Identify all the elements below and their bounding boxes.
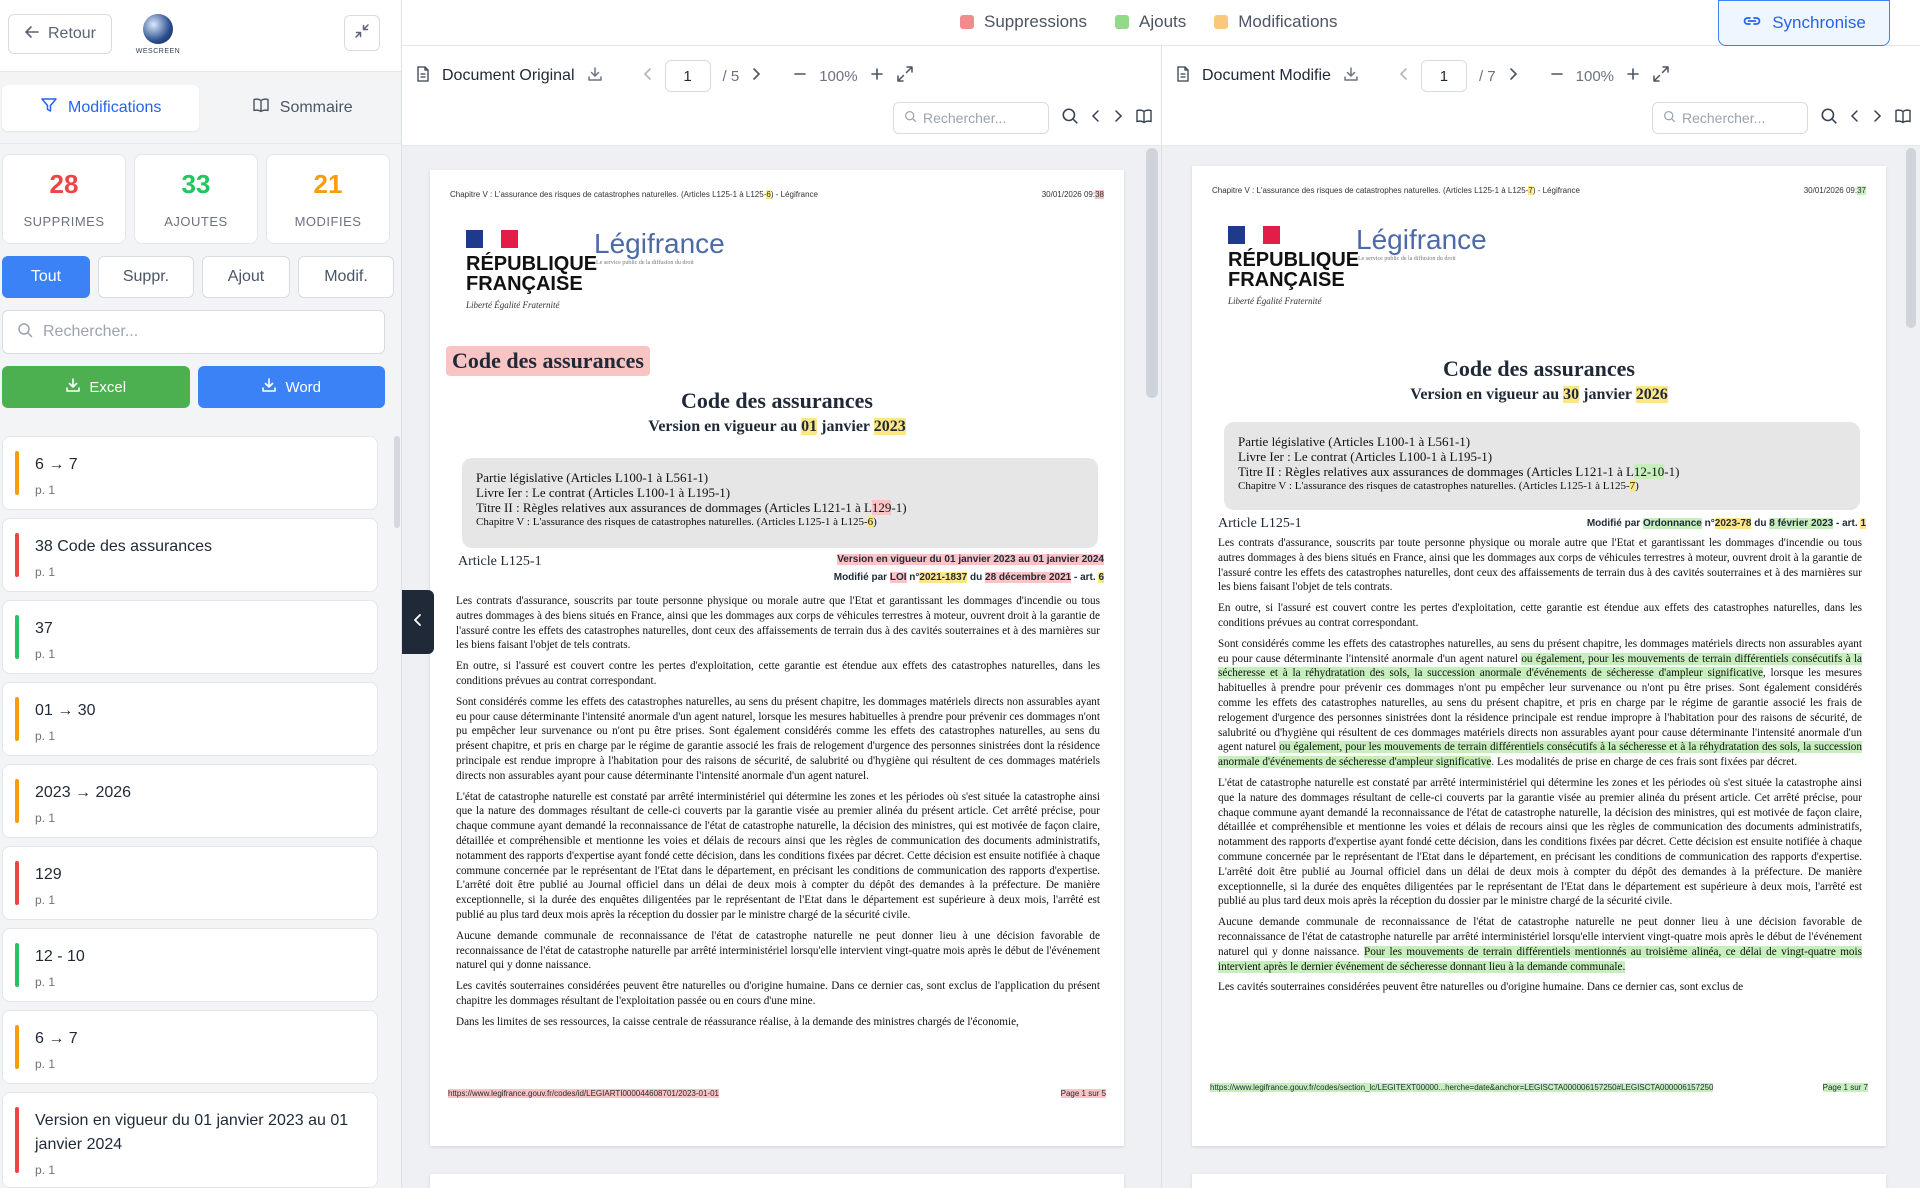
deleted-title: Code des assurances	[446, 346, 650, 376]
modif-number: 2021-1837	[919, 572, 968, 583]
modified-document-pane	[1162, 46, 1920, 1188]
list-item[interactable]	[2, 846, 378, 920]
toc-text: -1)	[891, 500, 907, 515]
document-subtitle	[430, 418, 1124, 436]
page-header	[1212, 186, 1866, 195]
added-text: ou également, pour les mouvements de terrain différentiels consécutifs à la sécheresse et à la réhydratation des sols, la succession anormale d'événements de sécheresse d'ampleur significative	[1218, 652, 1862, 680]
modif-text: Modifié par	[833, 572, 890, 583]
modified-by	[1587, 518, 1866, 529]
flag-icon	[1228, 226, 1280, 244]
added-text: Pour les mouvements de terrain différentiels mentionnés au troisième alinéa, ce délai de vingt-quatre mois intervient après le dernier événement de sécheresse donnant lieu à la demande communale.	[1218, 945, 1862, 973]
original-page	[430, 170, 1124, 1146]
rf-motto: Liberté Égalité Fraternité	[1228, 296, 1322, 306]
modified-toolbar-row	[1176, 60, 1670, 92]
stat-added-count: 33	[181, 169, 211, 199]
paragraph: Les contrats d'assurance, souscrits par toute personne physique ou morale autre que l'Etat et garantissant les dommages d'incendie ou tous autres dommages à des biens situés en France, ainsi que les dommages aux corps de véhicules terrestres à moteur, ouvrent droit à la garantie de l'assuré contre les effets des catastrophes naturelles, dont ceux des affaissements de terrain dus à des cavités souterraines et à des marnières sur les biens faisant l'objet de tels contrats.	[1218, 537, 1862, 594]
modified-search-input[interactable]	[1652, 102, 1808, 134]
back-label: Retour	[47, 25, 97, 42]
sidebar-search-placeholder: Rechercher...	[43, 323, 139, 340]
page-header-left	[1212, 186, 1580, 195]
change-page: p. 1	[35, 975, 56, 989]
book-icon	[252, 96, 270, 119]
original-scrollbar[interactable]	[1146, 148, 1158, 398]
header-highlight: 7	[1528, 186, 1533, 195]
expand-icon[interactable]	[896, 65, 914, 88]
change-text: 6 → 7	[35, 1030, 78, 1047]
change-type-bar	[15, 779, 19, 823]
toc-highlight: 7	[1629, 480, 1636, 492]
article-body	[456, 594, 1100, 1036]
plus-icon[interactable]	[1626, 67, 1640, 86]
legifrance-logo: Légifrance	[594, 228, 725, 259]
wescreen-logo	[130, 14, 186, 58]
change-page: p. 1	[35, 483, 56, 497]
modified-title: Document Modifie	[1202, 67, 1331, 84]
modif-text: n°	[906, 572, 920, 583]
toc-text: Titre II : Règles relatives aux assurances de dommages (Articles L121-1 à L	[476, 500, 872, 515]
toc-line	[1238, 479, 1846, 494]
chevron-left-icon[interactable]	[643, 67, 653, 86]
minus-icon[interactable]	[1550, 67, 1564, 86]
tab-modifications-label: Modifications	[68, 98, 162, 116]
paragraph: Les cavités souterraines considérées peuvent être naturelles ou d'origine humaine. Dans ce dernier cas, sont exclus de l'application du présent chapitre les dommages résultant de l'exploitation passée ou en cours d'une mine.	[456, 980, 1100, 1007]
change-text: Version en vigueur du 01 janvier 2023 au 01 janvier 2024	[35, 1112, 349, 1153]
page-number-input[interactable]: 1	[665, 60, 711, 92]
top-bar	[402, 0, 1920, 46]
paragraph: Dans les limites de ses ressources, la caisse centrale de réassurance réalise, à la demande des ministres chargés de l'économie,	[456, 1015, 1019, 1028]
chevron-right-icon[interactable]	[1113, 109, 1123, 128]
modified-scrollbar[interactable]	[1906, 148, 1916, 328]
sidebar-tabs	[0, 72, 401, 144]
toc-line	[476, 500, 1084, 515]
toc-text: )	[1635, 480, 1639, 492]
modif-text: du	[967, 572, 986, 583]
download-icon[interactable]	[1343, 66, 1359, 87]
toc-text: Chapitre V : L'assurance des risques de catastrophes naturelles. (Articles L125-1 à L125-	[1238, 480, 1630, 492]
link-icon	[1742, 13, 1762, 34]
comparison-area	[402, 0, 1920, 1188]
search-icon	[17, 322, 33, 343]
export-excel-button[interactable]	[2, 366, 190, 408]
change-page: p. 1	[35, 729, 56, 743]
change-text: 37	[35, 620, 53, 637]
search-icon[interactable]	[1820, 107, 1838, 130]
footer-url: https://www.legifrance.gouv.fr/codes/section_lc/LEGITEXT00000...herche=date&anchor=LEGISCTA000006157250#LEGISCTA000006157250	[1210, 1083, 1714, 1092]
subtitle-text: janvier	[1579, 386, 1636, 403]
document-icon	[1176, 66, 1190, 87]
legend-label: Modifications	[1238, 12, 1338, 31]
export-word-label: Word	[285, 378, 322, 396]
page-count: / 5	[722, 67, 740, 85]
stat-modified[interactable]	[266, 154, 390, 244]
next-page-preview	[1192, 1174, 1886, 1188]
filter-icon	[40, 96, 58, 119]
toc-line	[1238, 464, 1846, 479]
modif-law: Ordonnance	[1642, 518, 1702, 529]
original-toolbar	[402, 46, 1161, 146]
change-text: 129	[35, 866, 62, 883]
page-header-right	[1804, 186, 1866, 195]
modif-article: 1	[1860, 518, 1866, 529]
header-text: Chapitre V : L'assurance des risques de catastrophes naturelles. (Articles L125-1 à L125-	[1212, 186, 1529, 195]
toc-line: Livre Ier : Le contrat (Articles L100-1 à L195-1)	[476, 485, 731, 500]
footer-page: Page 1 sur 7	[1822, 1083, 1868, 1092]
republique-francaise-logo	[466, 230, 598, 311]
toc-box	[1224, 422, 1860, 510]
original-toolbar-row	[416, 60, 914, 92]
tab-sommaire[interactable]	[205, 85, 399, 131]
toc-highlight: 12-10	[1633, 464, 1665, 479]
header-date: 30/01/2026 09:	[1041, 190, 1096, 199]
list-item[interactable]	[2, 682, 378, 756]
toc-box	[462, 458, 1098, 548]
legifrance-logo: Légifrance	[1356, 224, 1487, 255]
modif-text: Modifié par	[1586, 518, 1643, 529]
paragraph	[1218, 637, 1862, 770]
document-title: Code des assurances	[681, 388, 873, 413]
stat-deleted[interactable]	[2, 154, 126, 244]
chevron-left-icon	[412, 613, 424, 632]
list-item[interactable]	[2, 600, 378, 674]
subtitle-year: 2023	[873, 418, 906, 435]
list-item[interactable]	[2, 1010, 378, 1084]
chevron-left-icon[interactable]	[1850, 109, 1860, 128]
export-buttons	[0, 354, 401, 408]
export-excel-label: Excel	[89, 378, 127, 396]
page-number-input[interactable]: 1	[1421, 60, 1467, 92]
search-icon	[1663, 110, 1676, 126]
page-footer	[448, 1089, 1106, 1098]
subtitle-text: Version en vigueur au	[648, 418, 802, 435]
change-page: p. 1	[35, 811, 56, 825]
subtitle-text: Version en vigueur au	[1410, 386, 1564, 403]
toc-text: Titre II : Règles relatives aux assurances de dommages (Articles L121-1 à L	[1238, 464, 1634, 479]
sidebar-search-input[interactable]	[2, 310, 385, 354]
plus-icon[interactable]	[870, 67, 884, 86]
zoom-level: 100%	[1575, 67, 1615, 85]
legifrance-subtitle: Le service public de la diffusion du droit	[596, 260, 694, 266]
legifrance-subtitle: Le service public de la diffusion du droit	[1358, 256, 1456, 262]
version-deleted: Version en vigueur du 01 janvier 2023 au 01 janvier 2024	[837, 554, 1104, 565]
legend-swatch	[960, 15, 974, 29]
change-page: p. 1	[35, 647, 56, 661]
republique-francaise-logo	[1228, 226, 1360, 307]
paragraph: Les contrats d'assurance, souscrits par toute personne physique ou morale autre que l'Etat et garantissant les dommages d'incendie ou tous autres dommages à des biens situés en France, ainsi que les dommages aux corps de véhicules terrestres à moteur, ouvrent droit à la garantie de l'assuré contre les effets des catastrophes naturelles, dont ceux des affaissements de terrain dus à des cavités souterraines et à des marnières sur les biens faisant l'objet de tels contrats.	[456, 595, 1100, 652]
change-type-bar	[15, 1107, 19, 1173]
toc-text: Chapitre V : L'assurance des risques de catastrophes naturelles. (Articles L125-1 à L125-	[476, 516, 868, 528]
logo-text: WESCREEN	[135, 48, 181, 55]
chevron-right-icon[interactable]	[1508, 67, 1518, 86]
modif-date: 28 décembre 2021	[985, 572, 1072, 583]
toggle-sidebar-button[interactable]	[402, 590, 434, 654]
header-highlight: 38	[1095, 190, 1104, 199]
change-type-bar	[15, 533, 19, 577]
back-button[interactable]	[8, 14, 112, 54]
flag-icon	[466, 230, 518, 248]
paragraph: Les cavités souterraines considérées peuvent être naturelles ou d'origine humaine. Dans ce dernier cas, sont exclus de	[1218, 981, 1744, 994]
modified-search-placeholder: Rechercher...	[1682, 110, 1766, 126]
book-icon[interactable]	[1894, 107, 1912, 130]
logo-mark	[143, 14, 173, 44]
article-title: Article L125-1	[1218, 516, 1302, 531]
rf-title: RÉPUBLIQUE FRANÇAISE	[466, 253, 598, 295]
legend-label: Suppressions	[984, 12, 1088, 31]
filter-deleted-button[interactable]: Suppr.	[98, 256, 194, 298]
change-text: 6 → 7	[35, 456, 78, 473]
filter-all-button[interactable]: Tout	[2, 256, 90, 298]
article-title: Article L125-1	[458, 554, 542, 569]
subtitle-text: janvier	[817, 418, 874, 435]
minimize-icon	[354, 23, 370, 44]
tab-modifications[interactable]	[2, 85, 199, 131]
subtitle-day: 30	[1563, 386, 1580, 403]
modified-by	[834, 572, 1104, 583]
toc-text: -1)	[1664, 464, 1680, 479]
toc-line: Livre Ier : Le contrat (Articles L100-1 à L195-1)	[1238, 449, 1493, 464]
change-type-bar	[15, 451, 19, 495]
stat-modified-count: 21	[313, 169, 343, 199]
legend-swatch	[1115, 15, 1129, 29]
original-search-input[interactable]	[893, 102, 1049, 134]
modif-text: du	[1751, 518, 1770, 529]
document-title: Code des assurances	[1443, 356, 1635, 381]
sidebar	[0, 0, 402, 1188]
paragraph-text: . Les modalités de prise en charge de ces frais sont fixées par décret.	[1491, 756, 1798, 769]
chevron-left-icon[interactable]	[1091, 109, 1101, 128]
page-header-left	[450, 190, 818, 199]
document-icon	[416, 66, 430, 87]
download-icon[interactable]	[587, 66, 603, 87]
filter-buttons	[0, 244, 401, 298]
export-word-button[interactable]	[198, 366, 386, 408]
change-type-bar	[15, 861, 19, 905]
change-text: 01 → 30	[35, 702, 96, 719]
change-text: 38 Code des assurances	[35, 538, 212, 555]
chevron-left-icon[interactable]	[1399, 67, 1409, 86]
zoom-level: 100%	[819, 67, 858, 85]
rf-motto: Liberté Égalité Fraternité	[466, 300, 560, 310]
chevron-right-icon[interactable]	[1872, 109, 1882, 128]
paragraph	[1218, 915, 1862, 974]
legend	[960, 12, 1337, 32]
modif-date: 8 février 2023	[1769, 518, 1834, 529]
paragraph: Aucune demande communale de reconnaissance de l'état de catastrophe naturelle ne peut donner lieu à une décision favorable de reconnaissance de l'état de catastrophe naturelle par arrêté interministériel lorsqu'elle intervient vingt-quatre mois après le début de l'événement naturel qui y donne naissance.	[456, 929, 1100, 972]
modif-text: n°	[1701, 518, 1715, 529]
list-item[interactable]	[2, 436, 378, 510]
change-type-bar	[15, 697, 19, 741]
next-page-preview	[430, 1174, 1124, 1188]
paragraph: En outre, si l'assuré est couvert contre les pertes d'exploitation, cette garantie est étendue aux effets des catastrophes naturelles, dans les conditions prévues au contrat correspondant.	[456, 660, 1100, 687]
header-highlight: 37	[1857, 186, 1866, 195]
synchronise-button[interactable]	[1718, 0, 1890, 46]
stat-modified-label: MODIFIES	[294, 214, 362, 229]
subtitle-year: 2026	[1635, 386, 1668, 403]
download-icon	[261, 377, 277, 397]
paragraph: Sont considérés comme les effets des catastrophes naturelles, au sens du présent chapitre, les dommages matériels directs non assurables ayant eu pour cause déterminante l'intensité anormale d'un agent naturel, lorsque les mesures habituelles à prendre pour prévenir ces dommages n'ont pu empêcher leur survenance ou n'ont pu être prises. Sont également considérés comme les effets des catastrophes naturelles, au sens du présent chapitre, et pris en charge par le régime de garantie associé les frais de relogement d'urgence des personnes sinistrées dont la résidence principale est rendue impropre à l'habitation pour des raisons de sécurité, de salubrité ou d'hygiène qui résultent de ces dommages matériels directs non assurables ayant pour cause déterminante l'intensité anormale d'un agent naturel.	[456, 695, 1100, 782]
arrow-left-icon	[24, 24, 40, 45]
change-list	[2, 436, 378, 1188]
modified-toolbar	[1162, 46, 1920, 146]
toc-highlight: 6	[867, 516, 874, 528]
toc-line: Partie législative (Articles L100-1 à L561-1)	[476, 470, 709, 485]
original-document-pane	[402, 46, 1162, 1188]
change-page: p. 1	[35, 1163, 56, 1177]
tab-sommaire-label: Sommaire	[279, 98, 353, 116]
footer-url: https://www.legifrance.gouv.fr/codes/id/LEGIARTI000044608701/2023-01-01	[448, 1089, 719, 1098]
chevron-right-icon[interactable]	[751, 67, 761, 86]
filter-modified-button[interactable]: Modif.	[298, 256, 394, 298]
paragraph: L'état de catastrophe naturelle est constaté par arrêté interministériel qui détermine les zones et les périodes où s'est située la catastrophe ainsi que la nature des dommages résultant de celle-ci couverts par la garantie visée au premier alinéa du présent article. Cet arrêté précise, pour chaque commune ayant demandé la reconnaissance de l'état de catastrophe naturelle, la décision des ministres, qui est motivée de façon claire, détaillée et compréhensible et mentionne les voies et délais de recours ainsi que les règles de communication des documents administratifs, notamment des rapports d'expertise ayant fondé cette décision, dans les conditions fixées par décret. Cette décision est ensuite notifiée à chaque commune concernée par le représentant de l'Etat dans le département, en précisant les conditions de communication des rapports d'expertise. L'arrêté doit être publié au Journal officiel dans un délai de deux mois à compter du dépôt des demandes à la préfecture. De manière exceptionnelle, si la durée des enquêtes diligentées par le représentant de l'Etat dans le département est supérieure à deux mois, l'arrêté est publié au plus tard deux mois après la réception du dossier par le ministre chargé de la sécurité civile.	[456, 790, 1100, 921]
legend-item-additions	[1115, 12, 1186, 32]
paragraph-text: Aucune demande communale de reconnaissance de l'état de catastrophe naturelle ne peut donner lieu à une décision favorable de reconnaissance de l'état de catastrophe naturelle par arrêté interministériel lorsqu'elle intervient vingt-quatre mois après le début de l'événement naturel qui y donne naissance.	[1218, 916, 1862, 958]
article-body	[1218, 536, 1862, 1001]
collapse-sidebar-button[interactable]	[344, 15, 380, 51]
minus-icon[interactable]	[793, 67, 807, 86]
added-text: ou également, pour les mouvements de terrain différentiels consécutifs à la sécheresse et à la réhydratation des sols, la succession anormale d'événements de sécheresse d'ampleur significative	[1218, 741, 1862, 769]
sidebar-header	[0, 0, 401, 72]
paragraph-text: Sont considérés comme les effets des catastrophes naturelles, au sens du présent chapitre, les dommages matériels directs non assurables ayant eu pour cause déterminante l'intensité anormale d'un agent naturel	[1218, 637, 1862, 665]
modif-number: 2023-78	[1714, 518, 1752, 529]
modified-search-row	[1652, 102, 1912, 134]
modif-text: - art.	[1071, 572, 1099, 583]
rf-title: RÉPUBLIQUE FRANÇAISE	[1228, 249, 1360, 291]
header-highlight: 6	[766, 190, 771, 199]
document-subtitle	[1192, 386, 1886, 404]
list-item[interactable]	[2, 1092, 378, 1188]
search-icon[interactable]	[1061, 107, 1079, 130]
modified-page	[1192, 166, 1886, 1146]
change-type-bar	[15, 615, 19, 659]
page-footer	[1210, 1083, 1868, 1092]
list-item[interactable]	[2, 518, 378, 592]
header-text-end: ) - Légifrance	[770, 190, 818, 199]
change-text: 2023 → 2026	[35, 784, 132, 801]
legend-swatch	[1214, 15, 1228, 29]
change-page: p. 1	[35, 893, 56, 907]
subtitle-day: 01	[801, 418, 818, 435]
stat-added-label: AJOUTES	[164, 214, 228, 229]
change-type-bar	[15, 1025, 19, 1069]
list-item[interactable]	[2, 928, 378, 1002]
modif-text: - art.	[1833, 518, 1861, 529]
page-count: / 7	[1478, 67, 1496, 85]
toc-text: )	[873, 516, 877, 528]
stat-deleted-label: SUPPRIMES	[23, 214, 105, 229]
original-search-placeholder: Rechercher...	[923, 110, 1007, 126]
stats-row	[0, 144, 401, 244]
legend-item-modifications	[1214, 12, 1337, 32]
modif-article: 6	[1098, 572, 1104, 583]
filter-added-button[interactable]: Ajout	[202, 256, 290, 298]
footer-page: Page 1 sur 5	[1060, 1089, 1106, 1098]
original-title: Document Original	[442, 67, 575, 84]
change-page: p. 1	[35, 565, 56, 579]
expand-icon[interactable]	[1652, 65, 1670, 88]
sidebar-scrollbar[interactable]	[394, 436, 400, 528]
toc-line: Partie législative (Articles L100-1 à L561-1)	[1238, 434, 1471, 449]
legend-item-deletions	[960, 12, 1087, 32]
paragraph: L'état de catastrophe naturelle est constaté par arrêté interministériel qui détermine les zones et les périodes où s'est située la catastrophe ainsi que la nature des dommages résultant de celle-ci couverts par la garantie visée au premier alinéa du présent article. Cet arrêté précise, pour chaque commune ayant demandé la reconnaissance de l'état de catastrophe naturelle, la décision des ministres, qui est motivée de façon claire, détaillée et compréhensible et mentionne les voies et délais de recours ainsi que les règles de communication des documents administratifs, notamment des rapports d'expertise ayant fondé cette décision, dans les conditions fixées par décret. Cette décision est ensuite notifiée à chaque commune concernée par le représentant de l'Etat dans le département, en précisant les conditions de communication des rapports d'expertise. L'arrêté doit être publié au Journal officiel dans un délai de deux mois à compter du dépôt des demandes à la préfecture. De manière exceptionnelle, si la durée des enquêtes diligentées par le représentant de l'Etat dans le département est supérieure à deux mois, l'arrêté est publié au plus tard deux mois après la réception du dossier par le ministre chargé de la sécurité civile.	[1218, 776, 1862, 908]
synchronise-label: Synchronise	[1772, 13, 1866, 32]
toc-line	[476, 515, 1084, 530]
stat-added[interactable]	[134, 154, 258, 244]
change-text: 12 - 10	[35, 948, 85, 965]
legend-label: Ajouts	[1139, 12, 1187, 31]
search-icon	[904, 110, 917, 126]
download-icon	[65, 377, 81, 397]
page-header	[450, 190, 1104, 199]
header-date: 30/01/2026 09:	[1803, 186, 1858, 195]
page-header-right	[1042, 190, 1104, 199]
original-search-row	[893, 102, 1153, 134]
change-type-bar	[15, 943, 19, 987]
list-item[interactable]	[2, 764, 378, 838]
paragraph-text: , lorsque les mesures habituelles à prendre pour prévenir ces dommages n'ont pu empêcher leur survenance ou n'ont pu être prises. Sont également considérés comme les effets des catastrophes naturelles, au sens du présent chapitre, et pris en charge par le régime de garantie associé les frais de relogement d'urgence des personnes sinistrées dont la résidence principale est rendue impropre à l'habitation pour des raisons de sécurité, de salubrité ou d'hygiène qui résultent de ces dommages matériels directs non assurables ayant pour cause déterminante l'intensité anormale d'un agent naturel	[1218, 667, 1862, 754]
paragraph: En outre, si l'assuré est couvert contre les pertes d'exploitation, cette garantie est étendue aux effets des catastrophes naturelles, dans les conditions prévues au contrat correspondant.	[1218, 602, 1862, 629]
book-icon[interactable]	[1135, 107, 1153, 130]
stat-deleted-count: 28	[49, 169, 79, 199]
header-text-end: ) - Légifrance	[1532, 186, 1580, 195]
modif-law: LOI	[889, 572, 907, 583]
toc-highlight: 129	[871, 500, 892, 515]
change-page: p. 1	[35, 1057, 56, 1071]
header-text: Chapitre V : L'assurance des risques de catastrophes naturelles. (Articles L125-1 à L125-	[450, 190, 767, 199]
